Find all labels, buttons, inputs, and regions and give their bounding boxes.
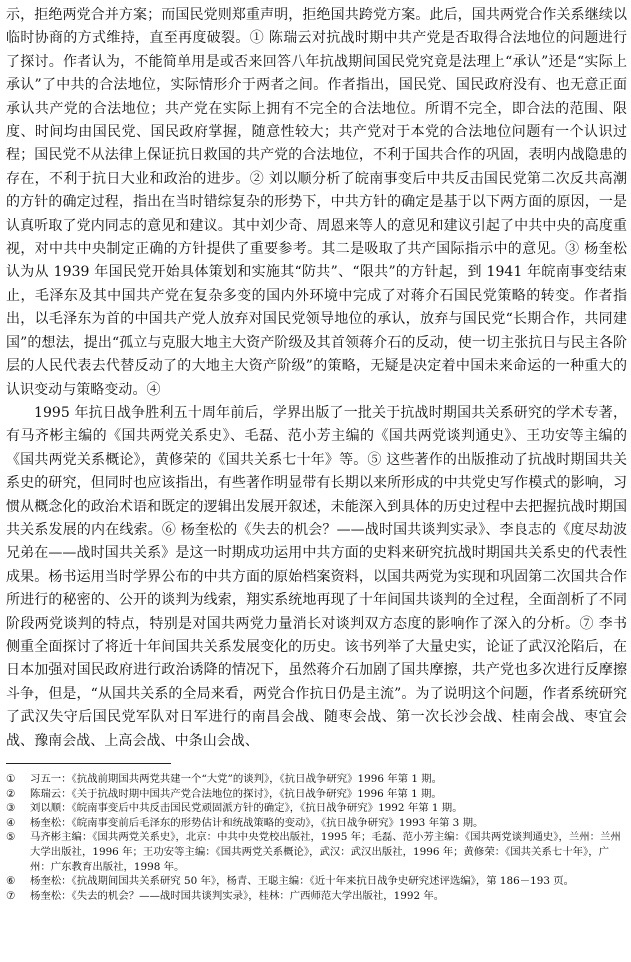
footnote-4 [6,816,627,831]
footnote-3 [6,801,627,816]
footnote-7 [6,889,627,904]
footnote-text: 习五一：《抗战前期国共两党共建一个“大党”的谈判》，《抗日战争研究》1996 年第 1 期。 [30,773,443,785]
footnote-text: 杨奎松：《抗战期间国共关系研究 50 年》，杨青、王聪主编：《近十年来抗日战争史研究述评选编》，第 186－193 页。 [30,875,575,888]
footnote-2 [6,787,627,802]
footnotes [6,772,627,903]
footnote-mark: ② [6,787,16,800]
paragraph-2: 1995 年抗日战争胜利五十周年前后，学界出版了一批关于抗战时期国共关系研究的学术专著，有马齐彬主编的《国共两党关系史》、毛磊、范小芳主编的《国共两党谈判通史》、王功安等主编的《国共两党关系概论》，黄修荣的《国共关系七十年》等。⑤ 这些著作的出版推动了抗战时期国共关系史的研究，但同时也应该指出，有些著作明显带有长期以来所形成的中共党史写作模式的影响，习惯从概念化的政治术语和既定的逻辑出发展开叙述，未能深入到具体的历史过程中去把握抗战时期国共关系发展的内在线索。⑥ 杨奎松的《失去的机会？——战时国共谈判实录》、李良志的《度尽劫波兄弟在——战时国共关系》是这一时期成功运用中共方面的史料来研究抗战时期国共关系史的代表性成果。杨书运用当时学界公布的中共方面的原始档案资料，以国共两党为实现和巩固第二次国共合作所进行的秘密的、公开的谈判为线索，翔实系统地再现了十年间国共谈判的全过程，全面剖析了不同阶段两党谈判的特点，特别是对国共两党力量消长对谈判双方态度的影响作了深入的分析。⑦ 李书侧重全面探讨了将近十年间国共关系发展变化的历史。该书列举了大量史实，论证了武汉沦陷后，在日本加强对国民政府进行政治诱降的情况下，虽然蒋介石加剧了国共摩擦，共产党也多次进行反摩擦斗争，但是，“从国共关系的全局来看，两党合作抗日仍是主流”。为了说明这个问题，作者系统研究了武汉失守后国民党军队对日军进行的南昌会战、随枣会战、第一次长沙会战、桂南会战、枣宜会战、豫南会战、上高会战、中条山会战、 [6,404,627,749]
paragraph-1: 示，拒绝两党合并方案；而国民党则郑重声明，拒绝国共跨党方案。此后，国共两党合作关系继续以临时协商的方式维持，直至再度破裂。① 陈瑞云对抗战时期中共产党是否取得合法地位的问题进行了探讨。作者认为，不能简单用是或否来回答八年抗战期间国民党究竟是法理上“承认”还是“实际上承认”了中共的合法地位，实际情形介于两者之间。作者指出，国民党、国民政府没有、也无意正面承认共产党的合法地位；共产党在实际上拥有不完全的合法地位。所谓不完全，即合法的范围、限度、时间均由国民党、国民政府掌握，随意性较大；共产党对于本党的合法地位问题有一个认识过程；国民党不从法律上保证抗日救国的共产党的合法地位，不利于国共合作的巩固，表明内战隐患的存在，不利于抗日大业和政治的进步。② 刘以顺分析了皖南事变后中共反击国民党第二次反共高潮的方针的确定过程，指出在当时错综复杂的形势下，中共方针的确定是基于以下两方面的原因，一是认真听取了党内同志的意见和建议。其中刘少奇、周恩来等人的意见和建议引起了中共中央的高度重视，对中共中央制定正确的方针提供了重要参考。其二是吸取了共产国际指示中的意见。③ 杨奎松认为从 1939 年国民党开始具体策划和实施其“防共”、“限共”的方针起，到 1941 年皖南事变结束止，毛泽东及其中国共产党在复杂多变的国内外环境中完成了对蒋介石国民党策略的转变。作者指出，以毛泽东为首的中国共产党人放弃对国民党领导地位的承认，放弃与国民党“长期合作，共同建国”的想法，提出“孤立与克服大地主大资产阶级及其首领蒋介石的反动，使一切主张抗日与民主各阶层的人民代表去代替反动了的大地主大资产阶级”的策略，无疑是决定着中国未来命运的一种重大的认识变动与策略变动。④ [6,7,627,398]
document-page [6,4,627,903]
footnote-mark: ⑥ [6,875,16,888]
footnote-mark: ⑤ [6,831,16,844]
footnote-text: 陈瑞云：《关于抗战时期中国共产党合法地位的探讨》，《抗日战争研究》1996 年第 1 期。 [30,787,442,800]
footnote-mark: ④ [6,816,16,829]
footnote-divider [6,763,171,764]
footnote-mark: ① [6,773,16,785]
main-text [6,4,627,753]
footnote-text: 杨奎松：《皖南事变前后毛泽东的形势估计和统战策略的变动》，《抗日战争研究》1993 年第 3 期。 [30,816,484,829]
footnote-5 [6,830,627,874]
footnote-mark: ⑦ [6,889,16,902]
footnote-1 [6,772,627,787]
footnote-text: 杨奎松：《失去的机会？——战时国共谈判实录》，桂林：广西师范大学出版社，1992 年。 [30,889,445,902]
footnote-text: 马齐彬主编：《国共两党关系史》，北京：中共中央党校出版社，1995 年；毛磊、范小芳主编：《国共两党谈判通史》，兰州：兰州大学出版社，1996 年；王功安等主编：《国共两党关系概论》，武汉：武汉出版社，1996 年；黄修荣：《国共关系七十年》，广州：广东教育出版社，1998 年。 [30,831,621,873]
footnote-6 [6,874,627,889]
footnote-mark: ③ [6,802,16,815]
footnote-text: 刘以顺：《皖南事变后中共反击国民党顽固派方针的确定》，《抗日战争研究》1992 年第 1 期。 [30,802,463,815]
